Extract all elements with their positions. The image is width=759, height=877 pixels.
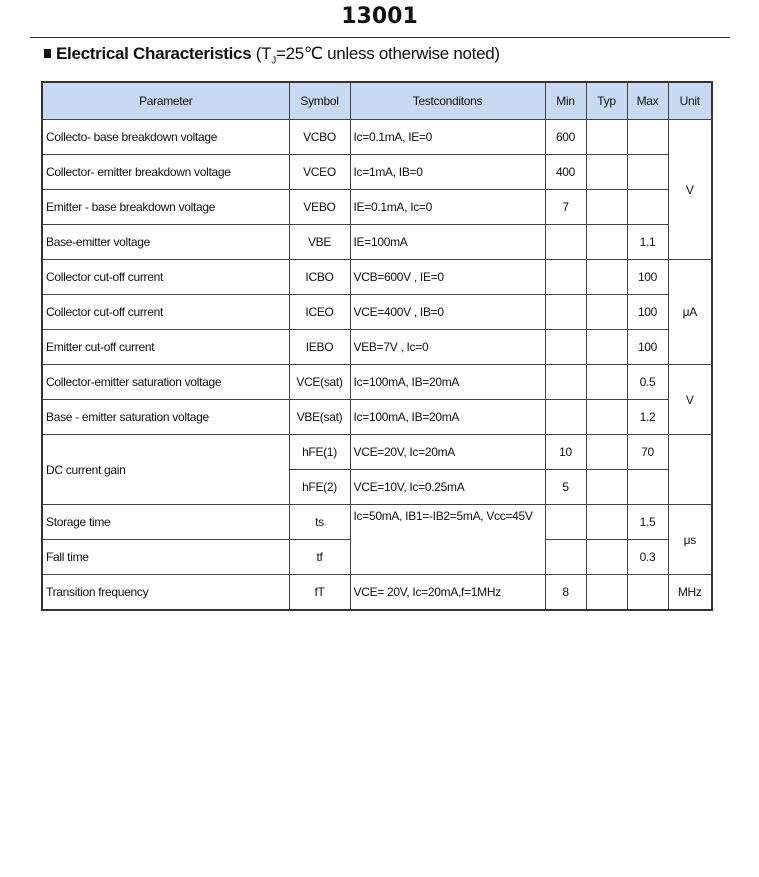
- cell-symbol: tf: [289, 540, 350, 575]
- cell-min: 10: [545, 435, 586, 470]
- cell-min: [545, 295, 586, 330]
- cell-parameter: Collector cut-off current: [42, 260, 289, 295]
- cell-parameter: Collector- emitter breakdown voltage: [42, 155, 289, 190]
- cell-max: 1.1: [627, 225, 668, 260]
- cell-parameter: Base-emitter voltage: [42, 225, 289, 260]
- cell-min: 8: [545, 575, 586, 611]
- header-row: [42, 82, 712, 120]
- cell-parameter: Emitter - base breakdown voltage: [42, 190, 289, 225]
- cell-symbol: IEBO: [289, 330, 350, 365]
- cell-symbol: hFE(2): [289, 470, 350, 505]
- cell-typ: [586, 225, 627, 260]
- cell-min: [545, 330, 586, 365]
- cell-test: Ic=1mA, IB=0: [350, 155, 545, 190]
- header-symbol: Symbol: [289, 82, 350, 120]
- cell-parameter: Collecto- base breakdown voltage: [42, 120, 289, 155]
- cell-unit: V: [668, 120, 712, 260]
- cell-symbol: fT: [289, 575, 350, 611]
- cell-max: 1.2: [627, 400, 668, 435]
- table-row: [42, 295, 712, 330]
- header-test-conditions: Testconditons: [350, 82, 545, 120]
- cell-parameter: Base - emitter saturation voltage: [42, 400, 289, 435]
- document-title: 13001: [341, 4, 418, 29]
- cell-max: [627, 120, 668, 155]
- table-row: [42, 505, 712, 540]
- cell-max: 70: [627, 435, 668, 470]
- cell-typ: [586, 295, 627, 330]
- cell-min: [545, 365, 586, 400]
- cell-symbol: VCE(sat): [289, 365, 350, 400]
- cell-min: [545, 540, 586, 575]
- cell-symbol: VBE: [289, 225, 350, 260]
- cell-test: VCE=400V , IB=0: [350, 295, 545, 330]
- cell-typ: [586, 435, 627, 470]
- cell-max: 100: [627, 295, 668, 330]
- cell-parameter: Transition frequency: [42, 575, 289, 611]
- cell-min: 5: [545, 470, 586, 505]
- cell-max: [627, 575, 668, 611]
- cell-min: 600: [545, 120, 586, 155]
- title-rule: [30, 37, 730, 38]
- header-typ: Typ: [586, 82, 627, 120]
- cell-parameter: Collector-emitter saturation voltage: [42, 365, 289, 400]
- cell-min: 400: [545, 155, 586, 190]
- table-row: [42, 120, 712, 155]
- cell-symbol: VEBO: [289, 190, 350, 225]
- cell-parameter: Emitter cut-off current: [42, 330, 289, 365]
- cell-parameter: Collector cut-off current: [42, 295, 289, 330]
- cell-test: Ic=0.1mA, IE=0: [350, 120, 545, 155]
- cell-typ: [586, 505, 627, 540]
- cell-test: Ic=100mA, IB=20mA: [350, 365, 545, 400]
- cell-max: [627, 155, 668, 190]
- cell-symbol: VCEO: [289, 155, 350, 190]
- cell-symbol: hFE(1): [289, 435, 350, 470]
- condition-text: =25℃ unless otherwise noted): [275, 44, 500, 63]
- table-row: [42, 365, 712, 400]
- cell-typ: [586, 365, 627, 400]
- cell-unit: [668, 435, 712, 505]
- table-row: [42, 260, 712, 295]
- cell-min: [545, 260, 586, 295]
- table-row: [42, 330, 712, 365]
- table-row: [42, 435, 712, 470]
- cell-test: VCB=600V , IE=0: [350, 260, 545, 295]
- cell-parameter: Fall time: [42, 540, 289, 575]
- header-unit: Unit: [668, 82, 712, 120]
- cell-unit: MHz: [668, 575, 712, 611]
- cell-max: [627, 190, 668, 225]
- cell-typ: [586, 400, 627, 435]
- electrical-characteristics-table: [41, 81, 713, 611]
- cell-min: [545, 225, 586, 260]
- cell-unit: V: [668, 365, 712, 435]
- cell-test: Ic=100mA, IB=20mA: [350, 400, 545, 435]
- cell-typ: [586, 155, 627, 190]
- cell-max: [627, 470, 668, 505]
- cell-parameter: Storage time: [42, 505, 289, 540]
- header-min: Min: [545, 82, 586, 120]
- table-row: [42, 225, 712, 260]
- cell-test: VCE=20V, Ic=20mA: [350, 435, 545, 470]
- cell-max: 100: [627, 260, 668, 295]
- cell-test: VCE=10V, Ic=0.25mA: [350, 470, 545, 505]
- cell-max: 100: [627, 330, 668, 365]
- cell-parameter: DC current gain: [42, 435, 289, 505]
- cell-test: VEB=7V , Ic=0: [350, 330, 545, 365]
- cell-min: [545, 505, 586, 540]
- cell-typ: [586, 190, 627, 225]
- cell-symbol: ts: [289, 505, 350, 540]
- header-parameter: Parameter: [42, 82, 289, 120]
- cell-typ: [586, 470, 627, 505]
- cell-max: 0.5: [627, 365, 668, 400]
- condition-open: (T: [251, 44, 272, 63]
- section-heading: [44, 44, 500, 66]
- cell-test: Ic=50mA, IB1=-IB2=5mA, Vcc=45V: [350, 505, 545, 575]
- cell-typ: [586, 260, 627, 295]
- cell-min: 7: [545, 190, 586, 225]
- table-row: [42, 400, 712, 435]
- cell-symbol: ICEO: [289, 295, 350, 330]
- cell-typ: [586, 575, 627, 611]
- cell-max: 0.3: [627, 540, 668, 575]
- cell-test: IE=100mA: [350, 225, 545, 260]
- cell-test: VCE= 20V, Ic=20mA,f=1MHz: [350, 575, 545, 611]
- condition-subscript: J: [271, 55, 276, 67]
- table-row: [42, 190, 712, 225]
- cell-symbol: VCBO: [289, 120, 350, 155]
- cell-typ: [586, 330, 627, 365]
- cell-typ: [586, 540, 627, 575]
- header-max: Max: [627, 82, 668, 120]
- table-row: [42, 575, 712, 611]
- bullet-square-icon: [44, 49, 51, 58]
- cell-symbol: VBE(sat): [289, 400, 350, 435]
- section-label: Electrical Characteristics: [56, 44, 252, 63]
- cell-unit: μA: [668, 260, 712, 365]
- cell-min: [545, 400, 586, 435]
- cell-typ: [586, 120, 627, 155]
- cell-unit: μs: [668, 505, 712, 575]
- cell-symbol: ICBO: [289, 260, 350, 295]
- cell-max: 1.5: [627, 505, 668, 540]
- cell-test: IE=0.1mA, Ic=0: [350, 190, 545, 225]
- table-row: [42, 155, 712, 190]
